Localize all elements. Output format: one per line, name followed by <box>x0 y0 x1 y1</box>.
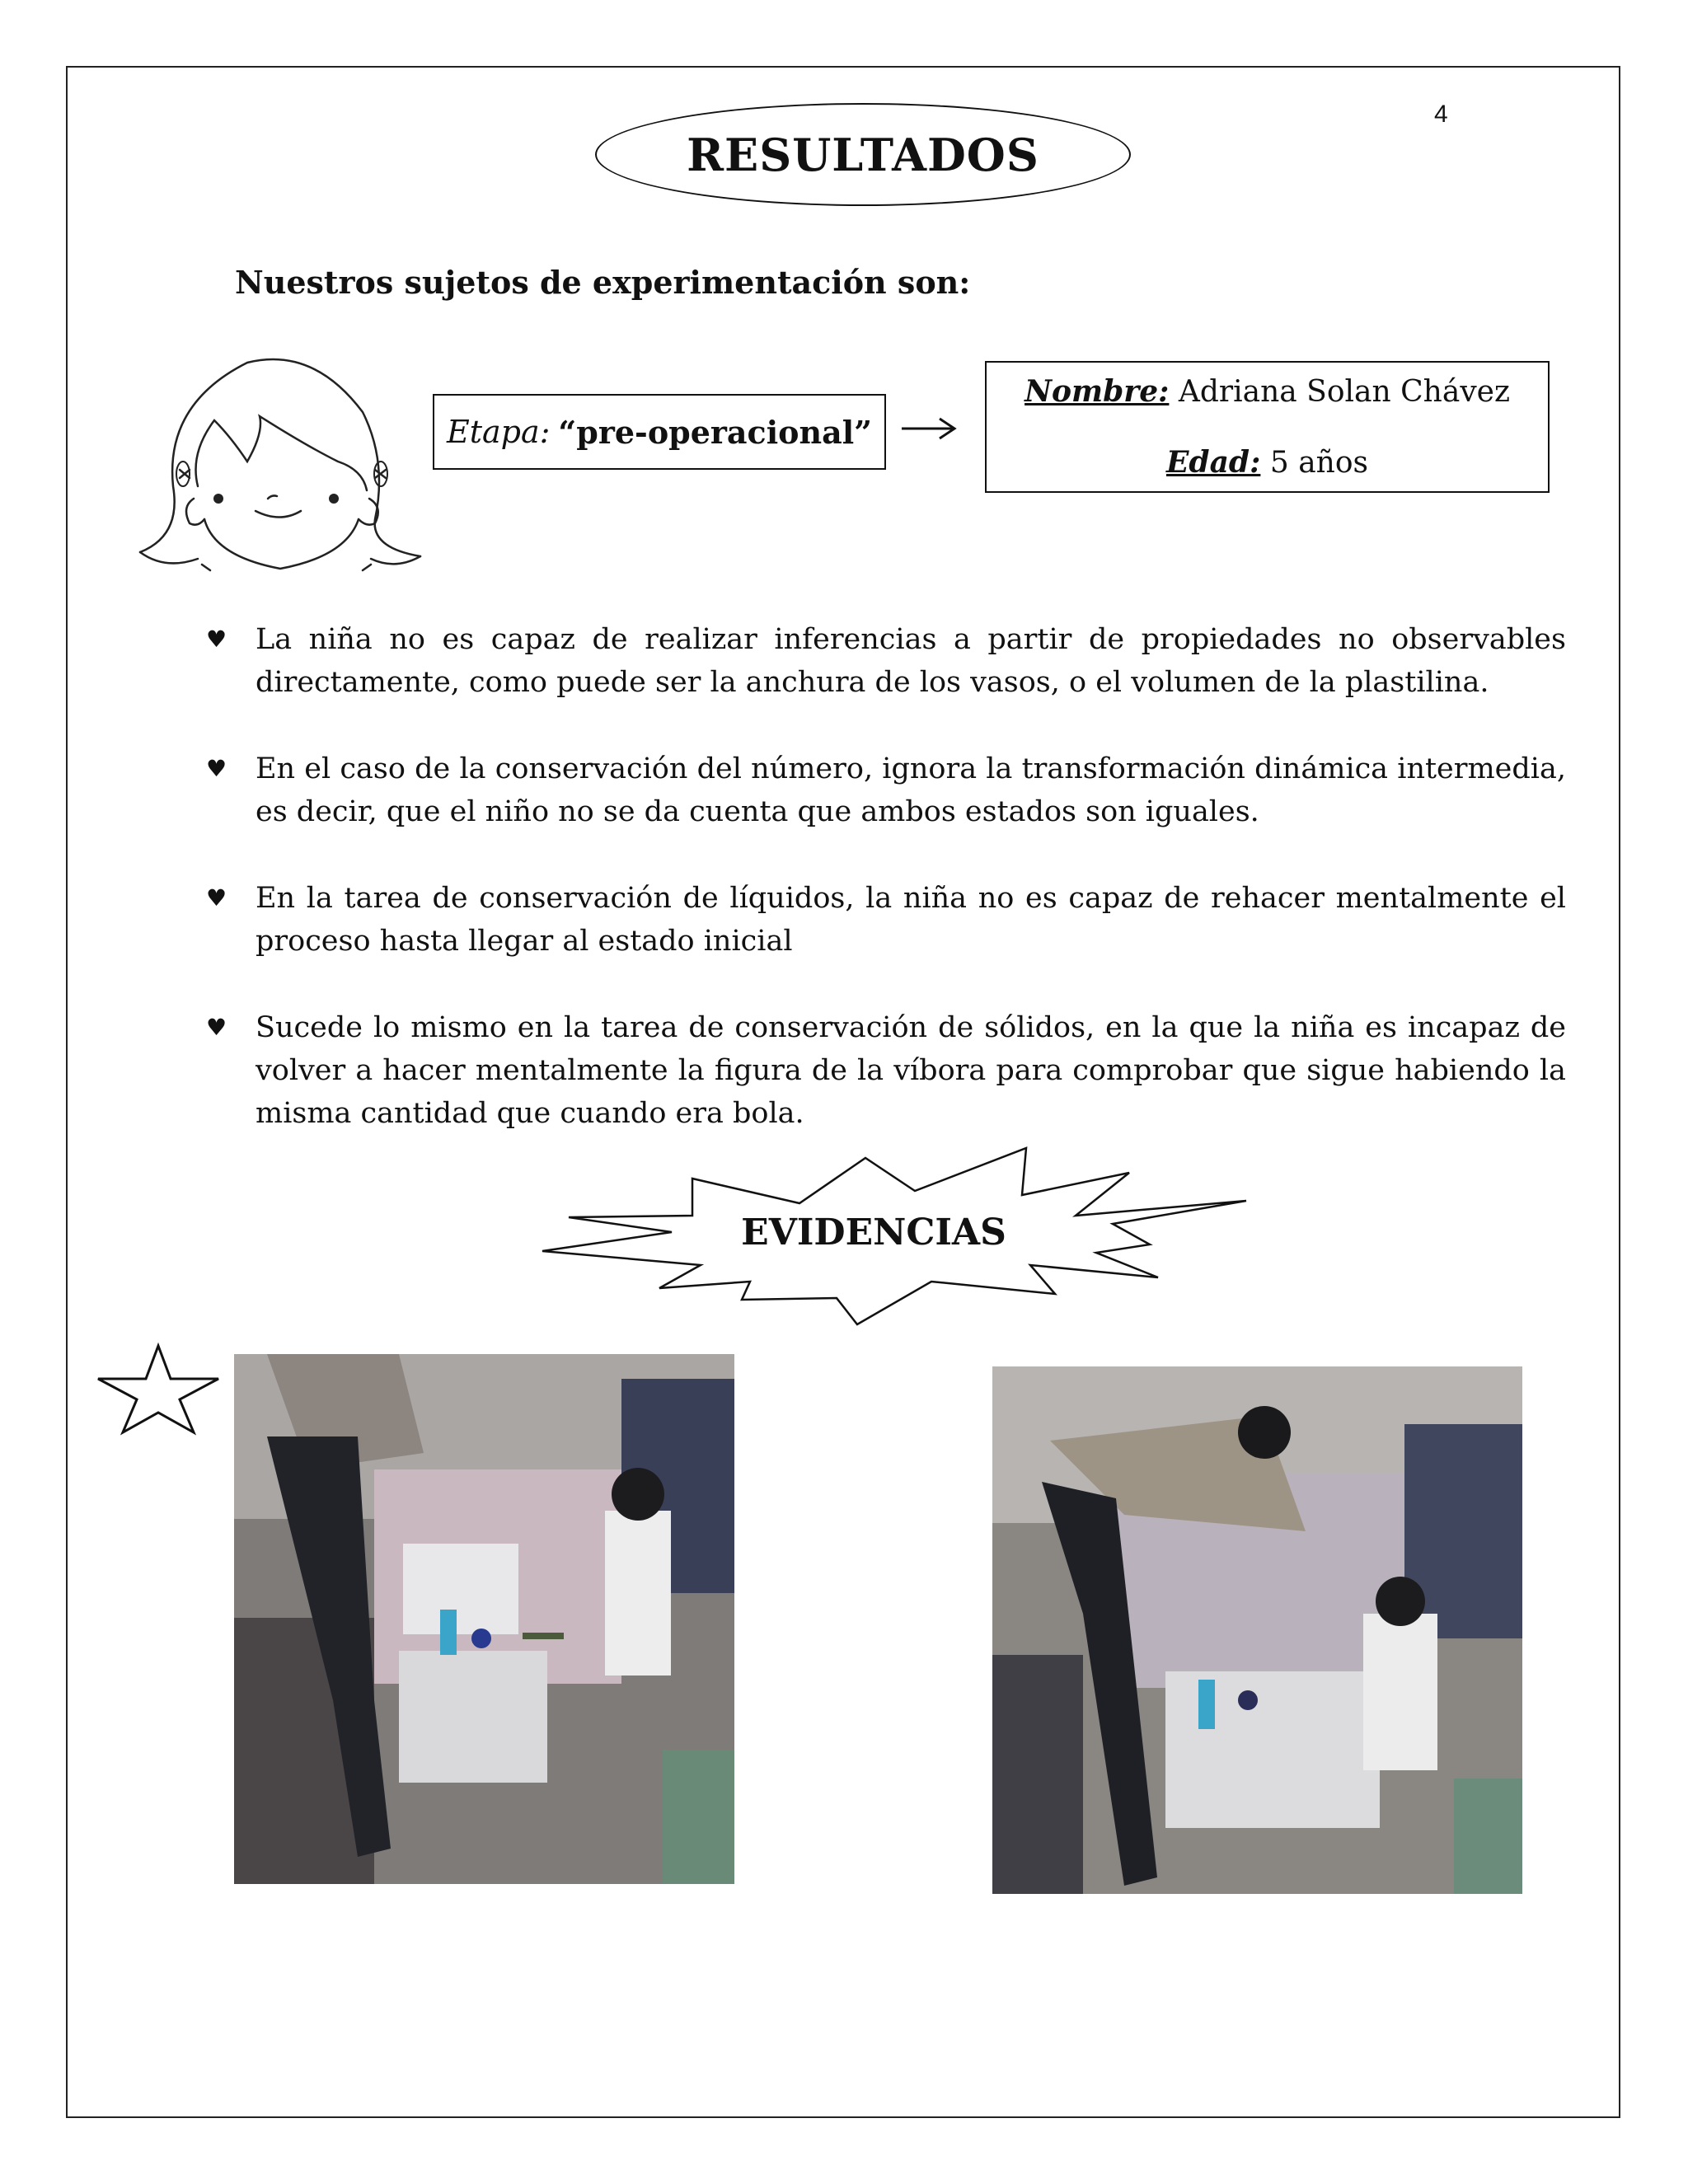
list-item <box>206 748 1566 833</box>
age-value: 5 años <box>1269 446 1368 480</box>
age-label: Edad: <box>1165 445 1261 480</box>
list-item <box>206 1006 1566 1135</box>
heart-icon: ♥ <box>206 626 227 653</box>
subject-name-row <box>987 374 1548 409</box>
subject-age-row <box>987 445 1548 480</box>
list-item-text: En el caso de la conservación del número, ignora la transformación dinámica intermedia, es decir, que el niño no se da cuenta que ambos estados son iguales. <box>256 752 1566 828</box>
subject-info-box <box>985 361 1550 493</box>
heart-icon: ♥ <box>206 1014 227 1041</box>
stage-value: “pre-operacional” <box>558 413 873 451</box>
girl-drawing-icon <box>124 354 437 585</box>
heart-icon: ♥ <box>206 884 227 912</box>
list-item <box>206 877 1566 963</box>
title-oval <box>595 103 1131 206</box>
stage-box <box>433 394 886 470</box>
results-list <box>206 618 1566 1179</box>
name-value: Adriana Solan Chávez <box>1178 375 1510 409</box>
list-item <box>206 618 1566 704</box>
arrow-right-icon <box>898 412 960 445</box>
list-item-text: La niña no es capaz de realizar inferencias a partir de propiedades no observables directamente, como puede ser la anchura de los vasos, o el volumen de la plastilina. <box>256 623 1566 699</box>
evidence-photo-2 <box>992 1366 1522 1894</box>
heart-icon: ♥ <box>206 755 227 782</box>
list-item-text: Sucede lo mismo en la tarea de conservación de sólidos, en la que la niña es incapaz de volver a hacer mentalmente la figura de la víbora para comprobar que sigue habiendo la misma cantidad que cuando era bola. <box>256 1011 1566 1130</box>
name-label: Nombre: <box>1025 374 1170 409</box>
star-icon <box>95 1342 223 1436</box>
page-title: RESULTADOS <box>687 128 1039 181</box>
list-item-text: En la tarea de conservación de líquidos, la niña no es capaz de rehacer mentalmente el proceso hasta llegar al estado inicial <box>256 882 1566 958</box>
subjects-heading: Nuestros sujetos de experimentación son: <box>235 264 971 301</box>
evidence-photo-1 <box>234 1354 734 1884</box>
evidence-title: EVIDENCIAS <box>741 1212 1006 1254</box>
page-number: 4 <box>1434 101 1448 128</box>
stage-label: Etapa: <box>446 414 551 450</box>
